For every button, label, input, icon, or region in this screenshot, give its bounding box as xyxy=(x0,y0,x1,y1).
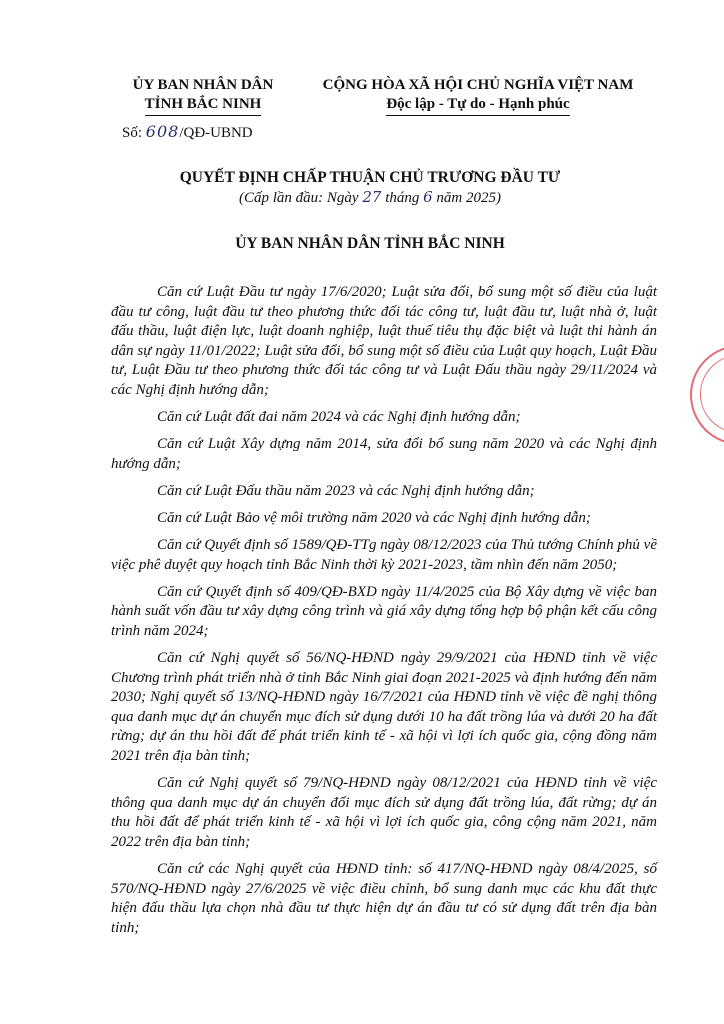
legal-basis-paragraph: Căn cứ Luật Bảo vệ môi trường năm 2020 và các Nghị định hướng dẫn; xyxy=(157,509,591,526)
legal-basis-paragraph: Căn cứ các Nghị quyết của HĐND tỉnh: số 417/NQ-HĐND ngày 08/4/2025, số 570/NQ-HĐND ngày 27/6/2025 về việc điều chỉnh, bổ sung danh mục các khu đất thực hiện đấu thầu lựa chọn nhà đầu tư thực hiện dự án đầu tư có sử dụng đất trên địa bàn tỉnh; xyxy=(111,860,657,936)
subtitle-day: 27 xyxy=(362,188,382,206)
legal-basis-paragraph: Căn cứ Nghị quyết số 56/NQ-HĐND ngày 29/9/2021 của HĐND tỉnh về việc Chương trình phát triển nhà ở tỉnh Bắc Ninh giai đoạn 2021-2025 và định hướng đến năm 2030; Nghị quyết số 13/NQ-HĐND ngày 16/7/2021 của HĐND tỉnh về việc đề nghị thông qua danh mục dự án chuyển mục đích sử dụng dưới 10 ha đất trồng lúa và dưới 20 ha đất rừng; dự án thu hồi đất để phát triển kinh tế - xã hội vì lợi ích quốc gia, cộng đồng năm 2021 trên địa bàn tỉnh; xyxy=(111,650,657,764)
document-subtitle xyxy=(120,188,620,208)
legal-basis-paragraph: Căn cứ Quyết định số 1589/QĐ-TTg ngày 08/12/2023 của Thủ tướng Chính phủ về việc phê duyệt quy hoạch tỉnh Bắc Ninh thời kỳ 2021-2023, tầm nhìn đến năm 2050; xyxy=(111,537,657,573)
document-title: QUYẾT ĐỊNH CHẤP THUẬN CHỦ TRƯƠNG ĐẦU TƯ xyxy=(179,169,561,186)
issuer-heading: ỦY BAN NHÂN DÂN TỈNH BẮC NINH xyxy=(235,235,505,252)
number-suffix: /QĐ-UBND xyxy=(179,125,253,141)
subtitle-prefix: (Cấp lần đầu: Ngày xyxy=(239,190,359,206)
document-number xyxy=(112,122,294,143)
agency-line-2: TỈNH BẮC NINH xyxy=(145,95,262,116)
national-motto-block xyxy=(318,76,638,116)
agency-line-1: ỦY BAN NHÂN DÂN xyxy=(132,77,274,93)
legal-basis-paragraph: Căn cứ Luật Xây dựng năm 2014, sửa đổi bổ sung năm 2020 và các Nghị định hướng dẫn; xyxy=(111,436,657,472)
subtitle-month: 6 xyxy=(423,188,433,206)
issuing-agency-block xyxy=(112,76,294,143)
legal-basis-paragraph: Căn cứ Luật đất đai năm 2024 và các Nghị định hướng dẫn; xyxy=(157,409,521,426)
subtitle-month-label: tháng xyxy=(385,190,420,206)
number-value: 608 xyxy=(145,122,180,141)
legal-basis-paragraph: Căn cứ Nghị quyết số 79/NQ-HĐND ngày 08/12/2021 của HĐND tỉnh về việc thông qua danh mục dự án chuyển đổi mục đích sử dụng đất trồng lúa, đất rừng; dự án thu hồi đất để phát triển kinh tế - xã hội vì lợi ích quốc gia, công cộng năm 2021, năm 2022 trên địa bàn tỉnh; xyxy=(111,775,657,850)
number-prefix: Số: xyxy=(122,125,143,141)
legal-basis-paragraph: Căn cứ Luật Đầu tư ngày 17/6/2020; Luật sửa đổi, bổ sung một số điều của luật đầu tư công, luật đầu tư theo phương thức đối tác công tư, luật đầu tư, luật nhà ở, luật đấu thầu, luật điện lực, luật doanh nghiệp, luật thuế tiêu thụ đặc biệt và luật thi hành án dân sự ngày 11/01/2022; Luật sửa đổi, bổ sung một số điều của Luật quy hoạch, Luật Đầu tư, Luật Đầu tư theo phương thức đối tác công tư và Luật Đấu thầu ngày 29/11/2024 và các Nghị định hướng dẫn; xyxy=(111,284,657,398)
legal-basis-paragraph: Căn cứ Luật Đấu thầu năm 2023 và các Nghị định hướng dẫn; xyxy=(157,482,535,499)
seal-inner-ring xyxy=(700,355,724,433)
legal-basis-section xyxy=(111,283,657,946)
subtitle-year: năm 2025) xyxy=(436,190,501,206)
country-name: CỘNG HÒA XÃ HỘI CHỦ NGHĨA VIỆT NAM xyxy=(322,77,634,93)
official-seal xyxy=(690,345,724,445)
motto: Độc lập - Tự do - Hạnh phúc xyxy=(386,95,569,116)
legal-basis-paragraph: Căn cứ Quyết định số 409/QĐ-BXD ngày 11/4/2025 của Bộ Xây dựng về việc ban hành suất vốn đầu tư xây dựng công trình và giá xây dựng tổng hợp bộ phận kết cấu công trình năm 2024; xyxy=(111,583,657,639)
